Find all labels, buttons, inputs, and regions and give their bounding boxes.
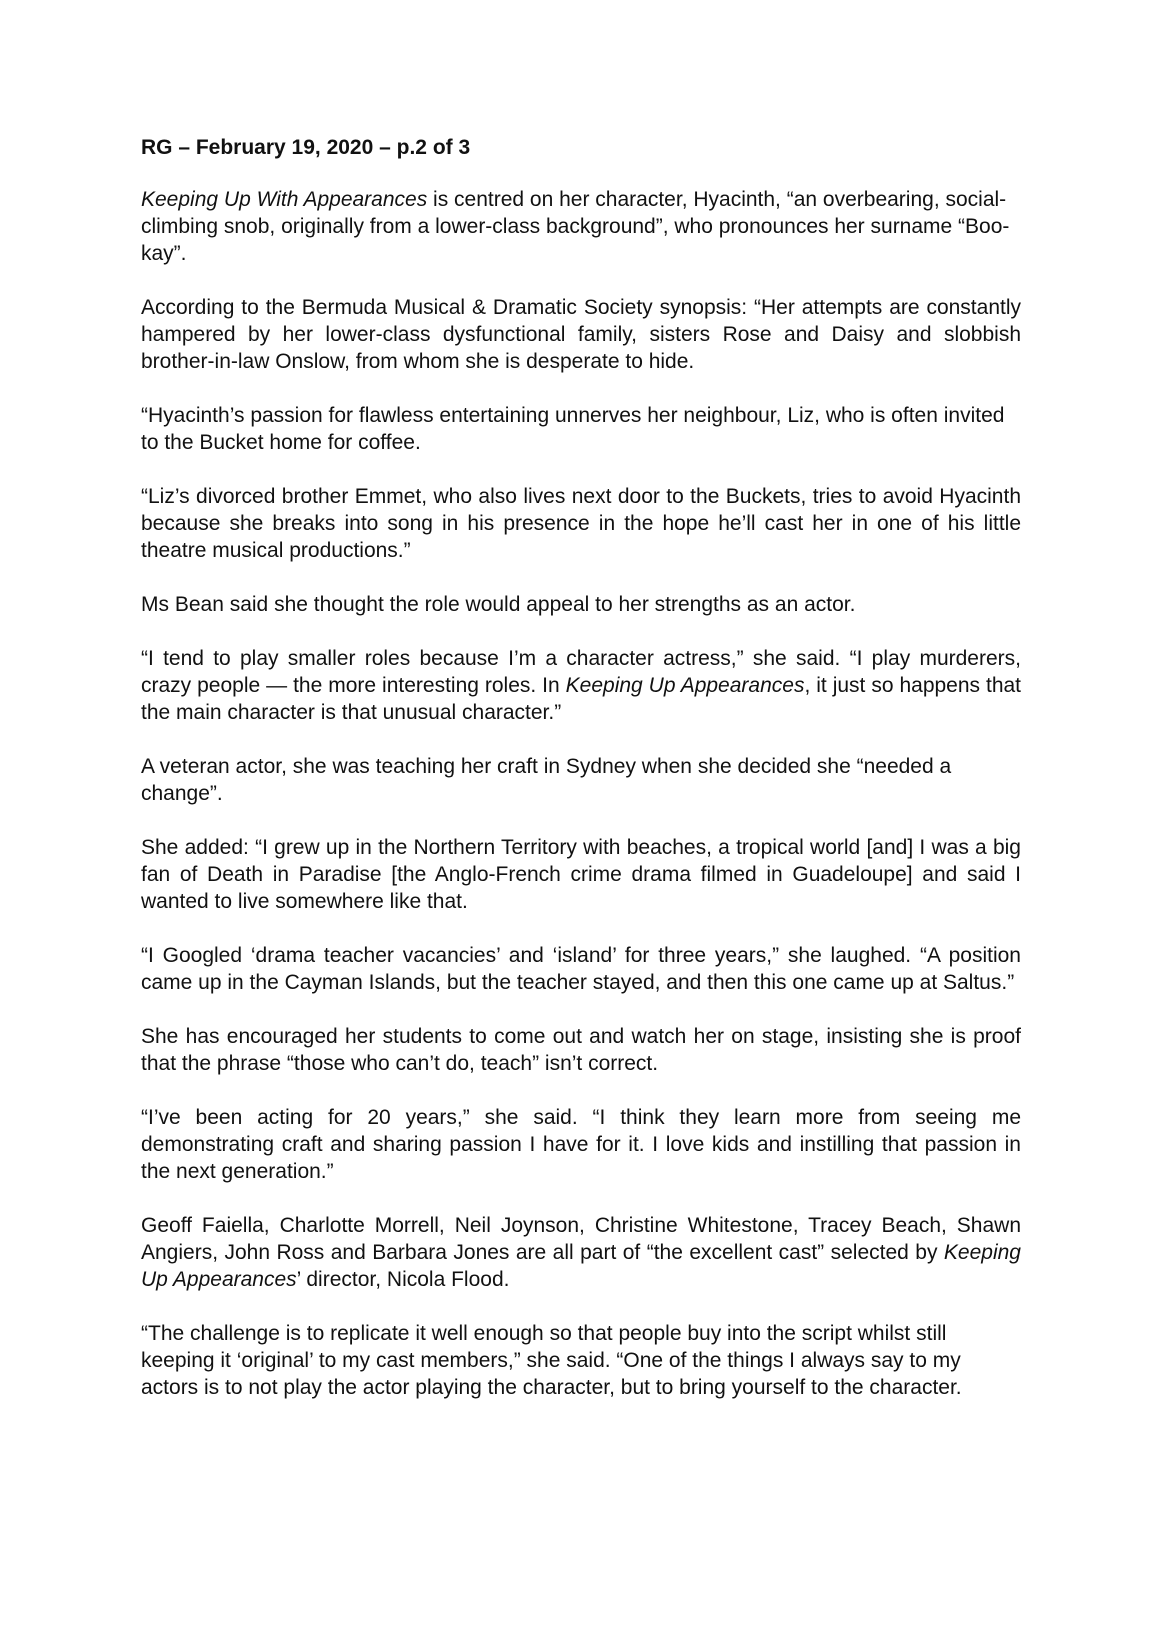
paragraph-text: is centred on her character, Hyacinth, “an overbearing, social-climbing snob, originally from a lower-class background”, who pronounces her surname “Boo-kay”. — [141, 188, 1010, 265]
paragraph: “The challenge is to replicate it well enough so that people buy into the script whilst still keeping it ‘original’ to my cast members,” she said. “One of the things I always say to my actors is to not play the actor playing the character, but to bring yourself to the character. — [141, 1322, 962, 1399]
paragraph: “I’ve been acting for 20 years,” she said. “I think they learn more from seeing me demonstrating craft and sharing passion I have for it. I love kids and instilling that passion in the next generation.” — [141, 1106, 1021, 1183]
paragraph — [141, 1212, 1021, 1293]
document-page — [141, 134, 1021, 1428]
paragraph: According to the Bermuda Musical & Dramatic Society synopsis: “Her attempts are constantly hampered by her lower-class dysfunctional family, sisters Rose and Daisy and slobbish brother-in-law Onslow, from whom she is desperate to hide. — [141, 296, 1021, 373]
paragraph: Ms Bean said she thought the role would appeal to her strengths as an actor. — [141, 593, 856, 616]
paragraph — [141, 186, 1021, 267]
paragraph: “I Googled ‘drama teacher vacancies’ and ‘island’ for three years,” she laughed. “A position came up in the Cayman Islands, but the teacher stayed, and then this one came up at Saltus.” — [141, 944, 1021, 994]
paragraph: “Hyacinth’s passion for flawless entertaining unnerves her neighbour, Liz, who is often invited to the Bucket home for coffee. — [141, 404, 1005, 454]
paragraph: She has encouraged her students to come out and watch her on stage, insisting she is proof that the phrase “those who can’t do, teach” isn’t correct. — [141, 1025, 1021, 1075]
show-title: Keeping Up Appearances — [141, 1241, 1021, 1291]
paragraph-text: , it just so happens that the main character is that unusual character.” — [141, 674, 1022, 724]
show-title: Keeping Up Appearances — [565, 674, 805, 697]
page-header: RG – February 19, 2020 – p.2 of 3 — [141, 136, 471, 159]
paragraph-text: “I tend to play smaller roles because I’m a character actress,” she said. “I play murderers, crazy people — the more interesting roles. In — [141, 647, 1021, 697]
paragraph: “Liz’s divorced brother Emmet, who also lives next door to the Buckets, tries to avoid Hyacinth because she breaks into song in his presence in the hope he’ll cast her in one of his little theatre musical productions.” — [141, 485, 1021, 562]
show-title: Keeping Up With Appearances — [141, 188, 428, 211]
paragraph-text: ’ director, Nicola Flood. — [296, 1268, 510, 1291]
paragraph-text: Geoff Faiella, Charlotte Morrell, Neil Joynson, Christine Whitestone, Tracey Beach, Shawn Angiers, John Ross and Barbara Jones are all part of “the excellent cast” selected by — [141, 1214, 1021, 1264]
paragraph: A veteran actor, she was teaching her craft in Sydney when she decided she “needed a change”. — [141, 755, 952, 805]
paragraph — [141, 645, 1021, 726]
paragraph: She added: “I grew up in the Northern Territory with beaches, a tropical world [and] I was a big fan of Death in Paradise [the Anglo-French crime drama filmed in Guadeloupe] and said I wanted to live somewhere like that. — [141, 836, 1021, 913]
